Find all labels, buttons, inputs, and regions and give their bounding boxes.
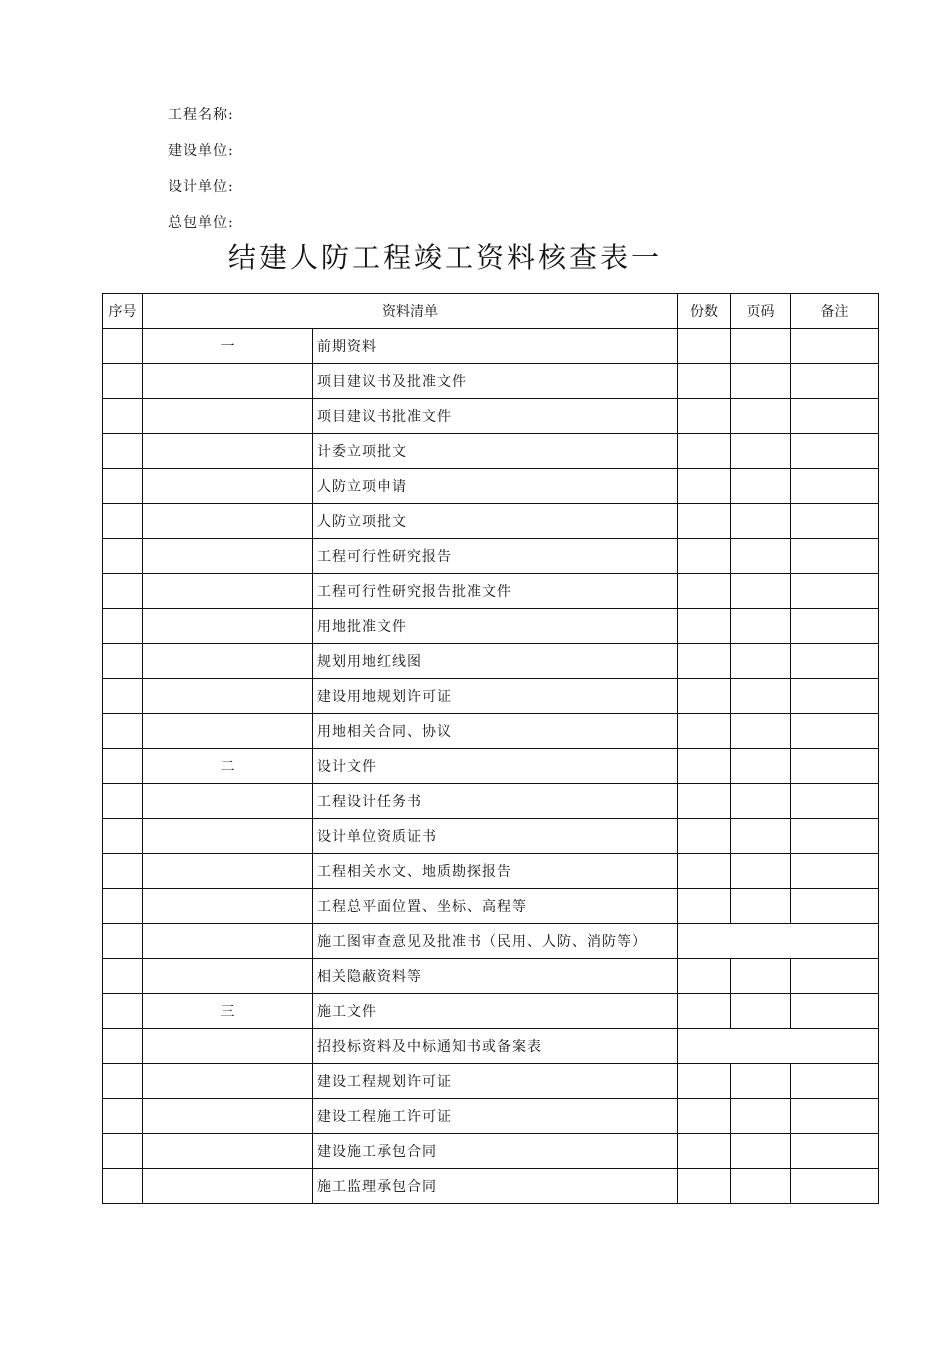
table-row: [103, 889, 879, 924]
page-cell[interactable]: [731, 854, 791, 889]
section-cell: [143, 1029, 313, 1064]
col-header-page: 页码: [731, 294, 791, 329]
page-cell[interactable]: [731, 469, 791, 504]
checklist-table: [102, 293, 879, 1204]
page-cell[interactable]: [731, 504, 791, 539]
item-name-cell: 施工监理承包合同: [313, 1169, 678, 1204]
page-cell[interactable]: [731, 784, 791, 819]
section-cell: [143, 574, 313, 609]
item-name-cell: 工程可行性研究报告批准文件: [313, 574, 678, 609]
row-index-cell[interactable]: [103, 959, 143, 994]
row-index-cell[interactable]: [103, 819, 143, 854]
page-cell[interactable]: [731, 1064, 791, 1099]
table-row: [103, 714, 879, 749]
row-index-cell[interactable]: [103, 399, 143, 434]
merged-entry-cell[interactable]: [678, 924, 879, 959]
remark-cell[interactable]: [791, 1134, 879, 1169]
row-index-cell[interactable]: [103, 1099, 143, 1134]
item-name-cell: 施工文件: [313, 994, 678, 1029]
remark-cell[interactable]: [791, 399, 879, 434]
row-index-cell[interactable]: [103, 539, 143, 574]
row-index-cell[interactable]: [103, 1169, 143, 1204]
row-index-cell[interactable]: [103, 994, 143, 1029]
table-row: [103, 1029, 879, 1064]
row-index-cell[interactable]: [103, 434, 143, 469]
page-cell[interactable]: [731, 714, 791, 749]
copies-cell[interactable]: [678, 994, 731, 1029]
row-index-cell[interactable]: [103, 924, 143, 959]
page-cell[interactable]: [731, 1169, 791, 1204]
item-name-cell: 工程总平面位置、坐标、高程等: [313, 889, 678, 924]
row-index-cell[interactable]: [103, 329, 143, 364]
section-cell: [143, 854, 313, 889]
remark-cell[interactable]: [791, 959, 879, 994]
item-name-cell: 项目建议书批准文件: [313, 399, 678, 434]
item-name-cell: 用地相关合同、协议: [313, 714, 678, 749]
project-info-field: [168, 212, 234, 232]
item-name-cell: 建设工程规划许可证: [313, 1064, 678, 1099]
item-name-cell: 工程可行性研究报告: [313, 539, 678, 574]
copies-cell[interactable]: [678, 679, 731, 714]
copies-cell[interactable]: [678, 539, 731, 574]
copies-cell[interactable]: [678, 469, 731, 504]
item-name-cell: 设计文件: [313, 749, 678, 784]
field-label: 设计单位:: [168, 179, 234, 195]
copies-cell[interactable]: [678, 644, 731, 679]
remark-cell[interactable]: [791, 994, 879, 1029]
col-header-copies: 份数: [678, 294, 731, 329]
field-label: 工程名称:: [168, 107, 234, 123]
table-row: [103, 1134, 879, 1169]
copies-cell[interactable]: [678, 329, 731, 364]
remark-cell[interactable]: [791, 504, 879, 539]
item-name-cell: 计委立项批文: [313, 434, 678, 469]
copies-cell[interactable]: [678, 399, 731, 434]
item-name-cell: 施工图审查意见及批准书（民用、人防、消防等）: [313, 924, 678, 959]
section-cell: [143, 714, 313, 749]
remark-cell[interactable]: [791, 854, 879, 889]
merged-entry-cell[interactable]: [678, 1029, 879, 1064]
table-row: [103, 959, 879, 994]
section-cell: [143, 1099, 313, 1134]
copies-cell[interactable]: [678, 889, 731, 924]
table-row: [103, 924, 879, 959]
page-cell[interactable]: [731, 539, 791, 574]
page-cell[interactable]: [731, 959, 791, 994]
field-label: 总包单位:: [168, 215, 234, 231]
section-cell: 三: [143, 994, 313, 1029]
table-row: [103, 364, 879, 399]
item-name-cell: 建设施工承包合同: [313, 1134, 678, 1169]
table-row: [103, 994, 879, 1029]
section-cell: [143, 469, 313, 504]
table-row: [103, 434, 879, 469]
remark-cell[interactable]: [791, 1099, 879, 1134]
section-cell: 一: [143, 329, 313, 364]
remark-cell[interactable]: [791, 749, 879, 784]
row-index-cell[interactable]: [103, 504, 143, 539]
row-index-cell[interactable]: [103, 1134, 143, 1169]
table-row: [103, 749, 879, 784]
item-name-cell: 规划用地红线图: [313, 644, 678, 679]
item-name-cell: 人防立项批文: [313, 504, 678, 539]
item-name-cell: 建设用地规划许可证: [313, 679, 678, 714]
section-cell: [143, 959, 313, 994]
remark-cell[interactable]: [791, 574, 879, 609]
page-cell[interactable]: [731, 609, 791, 644]
item-name-cell: 用地批准文件: [313, 609, 678, 644]
remark-cell[interactable]: [791, 889, 879, 924]
copies-cell[interactable]: [678, 854, 731, 889]
item-name-cell: 招投标资料及中标通知书或备案表: [313, 1029, 678, 1064]
row-index-cell[interactable]: [103, 854, 143, 889]
item-name-cell: 前期资料: [313, 329, 678, 364]
copies-cell[interactable]: [678, 1099, 731, 1134]
row-index-cell[interactable]: [103, 784, 143, 819]
row-index-cell[interactable]: [103, 644, 143, 679]
table-row: [103, 504, 879, 539]
item-name-cell: 工程设计任务书: [313, 784, 678, 819]
remark-cell[interactable]: [791, 539, 879, 574]
row-index-cell[interactable]: [103, 679, 143, 714]
row-index-cell[interactable]: [103, 609, 143, 644]
copies-cell[interactable]: [678, 959, 731, 994]
remark-cell[interactable]: [791, 434, 879, 469]
section-cell: [143, 819, 313, 854]
copies-cell[interactable]: [678, 364, 731, 399]
copies-cell[interactable]: [678, 714, 731, 749]
table-row: [103, 329, 879, 364]
table-row: [103, 574, 879, 609]
row-index-cell[interactable]: [103, 889, 143, 924]
section-cell: [143, 1134, 313, 1169]
copies-cell[interactable]: [678, 1064, 731, 1099]
copies-cell[interactable]: [678, 1134, 731, 1169]
project-info-field: [168, 140, 234, 160]
project-info-field: [168, 104, 234, 124]
section-cell: [143, 784, 313, 819]
page-cell[interactable]: [731, 644, 791, 679]
page-cell[interactable]: [731, 679, 791, 714]
field-label: 建设单位:: [168, 143, 234, 159]
row-index-cell[interactable]: [103, 714, 143, 749]
col-header-index: 序号: [103, 294, 143, 329]
row-index-cell[interactable]: [103, 749, 143, 784]
remark-cell[interactable]: [791, 1064, 879, 1099]
page-cell[interactable]: [731, 1099, 791, 1134]
section-cell: [143, 364, 313, 399]
item-name-cell: 设计单位资质证书: [313, 819, 678, 854]
table-header-row: [103, 294, 879, 329]
table-row: [103, 1099, 879, 1134]
copies-cell[interactable]: [678, 819, 731, 854]
remark-cell[interactable]: [791, 819, 879, 854]
copies-cell[interactable]: [678, 609, 731, 644]
remark-cell[interactable]: [791, 644, 879, 679]
col-header-list: 资料清单: [143, 294, 678, 329]
remark-cell[interactable]: [791, 364, 879, 399]
page-cell[interactable]: [731, 399, 791, 434]
item-name-cell: 项目建议书及批准文件: [313, 364, 678, 399]
section-cell: [143, 679, 313, 714]
form-title: 结建人防工程竣工资料核查表一: [227, 241, 662, 274]
copies-cell[interactable]: [678, 749, 731, 784]
section-cell: [143, 1169, 313, 1204]
item-name-cell: 相关隐蔽资料等: [313, 959, 678, 994]
table-row: [103, 609, 879, 644]
section-cell: [143, 889, 313, 924]
remark-cell[interactable]: [791, 609, 879, 644]
section-cell: [143, 434, 313, 469]
table-row: [103, 854, 879, 889]
table-row: [103, 469, 879, 504]
page-cell[interactable]: [731, 574, 791, 609]
remark-cell[interactable]: [791, 329, 879, 364]
page-cell[interactable]: [731, 749, 791, 784]
copies-cell[interactable]: [678, 1169, 731, 1204]
section-cell: [143, 644, 313, 679]
row-index-cell[interactable]: [103, 1029, 143, 1064]
section-cell: [143, 1064, 313, 1099]
section-cell: 二: [143, 749, 313, 784]
section-cell: [143, 539, 313, 574]
page-cell[interactable]: [731, 889, 791, 924]
page-cell[interactable]: [731, 1134, 791, 1169]
page-cell[interactable]: [731, 434, 791, 469]
page-cell[interactable]: [731, 994, 791, 1029]
page-cell[interactable]: [731, 819, 791, 854]
section-cell: [143, 924, 313, 959]
section-cell: [143, 609, 313, 644]
project-info-field: [168, 176, 234, 196]
row-index-cell[interactable]: [103, 574, 143, 609]
table-row: [103, 819, 879, 854]
page-cell[interactable]: [731, 364, 791, 399]
row-index-cell[interactable]: [103, 469, 143, 504]
remark-cell[interactable]: [791, 714, 879, 749]
page-cell[interactable]: [731, 329, 791, 364]
table-body: [103, 329, 879, 1204]
item-name-cell: 建设工程施工许可证: [313, 1099, 678, 1134]
row-index-cell[interactable]: [103, 1064, 143, 1099]
remark-cell[interactable]: [791, 469, 879, 504]
remark-cell[interactable]: [791, 679, 879, 714]
table-row: [103, 539, 879, 574]
copies-cell[interactable]: [678, 504, 731, 539]
remark-cell[interactable]: [791, 784, 879, 819]
table-row: [103, 679, 879, 714]
table-row: [103, 399, 879, 434]
table-row: [103, 1064, 879, 1099]
item-name-cell: 工程相关水文、地质勘探报告: [313, 854, 678, 889]
row-index-cell[interactable]: [103, 364, 143, 399]
section-cell: [143, 504, 313, 539]
section-cell: [143, 399, 313, 434]
copies-cell[interactable]: [678, 574, 731, 609]
table-row: [103, 784, 879, 819]
copies-cell[interactable]: [678, 434, 731, 469]
remark-cell[interactable]: [791, 1169, 879, 1204]
copies-cell[interactable]: [678, 784, 731, 819]
col-header-remark: 备注: [791, 294, 879, 329]
table-row: [103, 644, 879, 679]
item-name-cell: 人防立项申请: [313, 469, 678, 504]
table-row: [103, 1169, 879, 1204]
